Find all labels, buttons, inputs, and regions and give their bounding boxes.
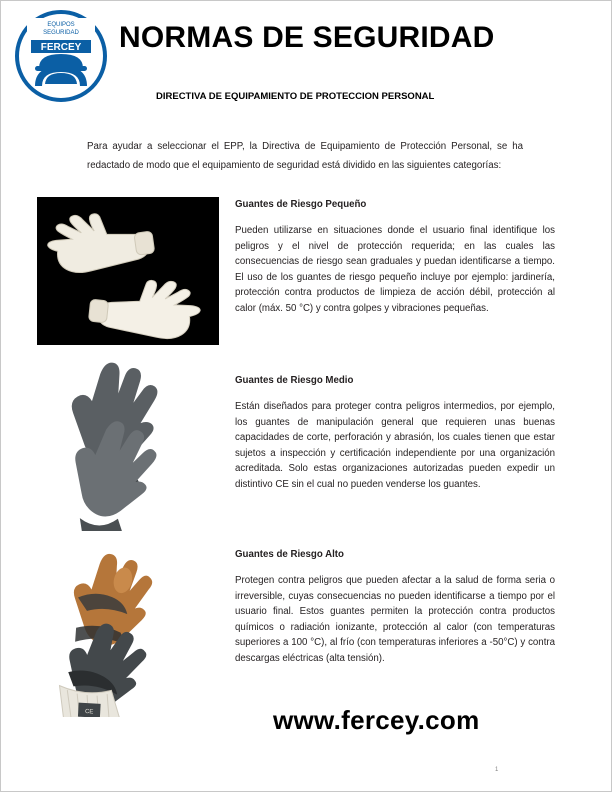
section-heading-high-risk: Guantes de Riesgo Alto: [235, 549, 344, 560]
section-body-high-risk: Protegen contra peligros que pueden afectar a la salud de forma seria o irreversible, cuyas consecuencias no pueden identificarse a tiempo por el usuario final. Estos guantes permiten la protección contra productos químicos o radiación ionizante, protección al calor (con temperaturas superiores a 100 °C), al frío (con temperaturas inferiores a -50°C) y contra descargas eléctricas (alta tensión).: [235, 575, 555, 664]
fercey-logo: [15, 10, 107, 102]
svg-text:SEGURIDAD: SEGURIDAD: [43, 30, 79, 36]
page-subtitle: DIRECTIVA DE EQUIPAMIENTO DE PROTECCION PERSONAL: [156, 91, 435, 102]
svg-text:EQUIPOS: EQUIPOS: [47, 22, 75, 28]
section-body-low-risk: Pueden utilizarse en situaciones donde el usuario final identifique los peligros y el nivel de protección requerida; en las cuales las consecuencias de riesgo sean graduales y puedan identificarse a tiempo. El uso de los guantes de riesgo pequeño incluye por ejemplo: jardinería, protección contra productos de limpieza de acción débil, protección al calor (máx. 50 °C) y contra golpes y vibraciones pequeñas.: [235, 225, 555, 314]
section-heading-low-risk: Guantes de Riesgo Pequeño: [235, 199, 367, 210]
intro-paragraph: Para ayudar a seleccionar el EPP, la Directiva de Equipamiento de Protección Personal, se ha redactado de modo que el equipamiento de seguridad está dividido en las siguientes categorías:: [87, 141, 523, 171]
svg-text:CE: CE: [84, 709, 94, 716]
section-heading-medium-risk: Guantes de Riesgo Medio: [235, 375, 354, 386]
glove-photo-medium-risk: [37, 359, 219, 531]
svg-text:FERCEY: FERCEY: [40, 42, 82, 53]
glove-photo-high-risk: [37, 553, 233, 717]
page-title: NORMAS DE SEGURIDAD: [119, 21, 495, 54]
website-url[interactable]: www.fercey.com: [273, 705, 480, 735]
page-number: 1: [495, 767, 499, 773]
document-header: [1, 1, 612, 121]
glove-photo-low-risk: [37, 197, 219, 345]
section-body-medium-risk: Están diseñados para proteger contra peligros intermedios, por ejemplo, los guantes de manipulación general que requieren unas buenas capacidades de corte, perforación y abrasión, los cuales tienen que estar sujetos a inspección y certificación independiente por una organización acreditada. Solo estas organizaciones autorizadas pueden expedir un distintivo CE sin el cual no pueden venderse los guantes.: [235, 401, 555, 490]
